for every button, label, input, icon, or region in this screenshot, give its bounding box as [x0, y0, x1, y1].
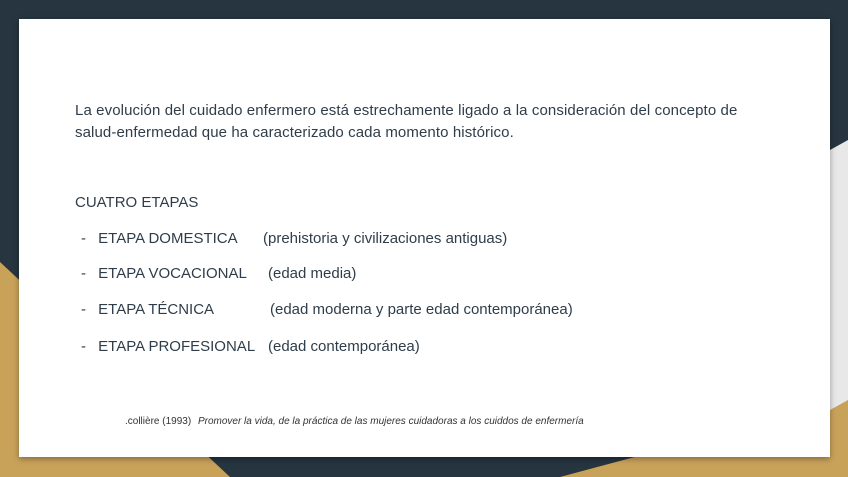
stage-item-vocacional: [81, 265, 357, 282]
intro-paragraph: La evolución del cuidado enfermero está estrechamente ligado a la consideración del concepto de salud-enfermedad que ha caracterizado cada momento histórico.: [75, 102, 738, 141]
list-dash: -: [81, 301, 86, 318]
citation-work: Promover la vida, de la práctica de las mujeres cuidadoras a los cuiddos de enfermería: [197, 416, 584, 427]
stage-name: ETAPA VOCACIONAL: [98, 265, 247, 282]
stage-name: ETAPA PROFESIONAL: [98, 338, 256, 355]
section-title: CUATRO ETAPAS: [75, 194, 199, 211]
stage-item-tecnica: [81, 301, 573, 318]
list-dash: -: [81, 265, 86, 282]
stage-item-domestica: [81, 230, 508, 247]
slide-card: [19, 19, 830, 457]
list-dash: -: [81, 338, 86, 355]
list-dash: -: [81, 230, 86, 247]
stage-period: (edad moderna y parte edad contemporánea): [270, 301, 573, 318]
citation: [125, 416, 584, 427]
stage-name: ETAPA TÉCNICA: [98, 301, 215, 318]
stage-name: ETAPA DOMESTICA: [98, 230, 238, 247]
citation-author: .collière (1993): [125, 416, 192, 427]
stage-period: (edad media): [268, 265, 357, 282]
stage-period: (edad contemporánea): [268, 338, 420, 355]
light-shape-right: [830, 140, 848, 410]
stage-item-profesional: [81, 338, 420, 355]
stage-period: (prehistoria y civilizaciones antiguas): [263, 230, 508, 247]
